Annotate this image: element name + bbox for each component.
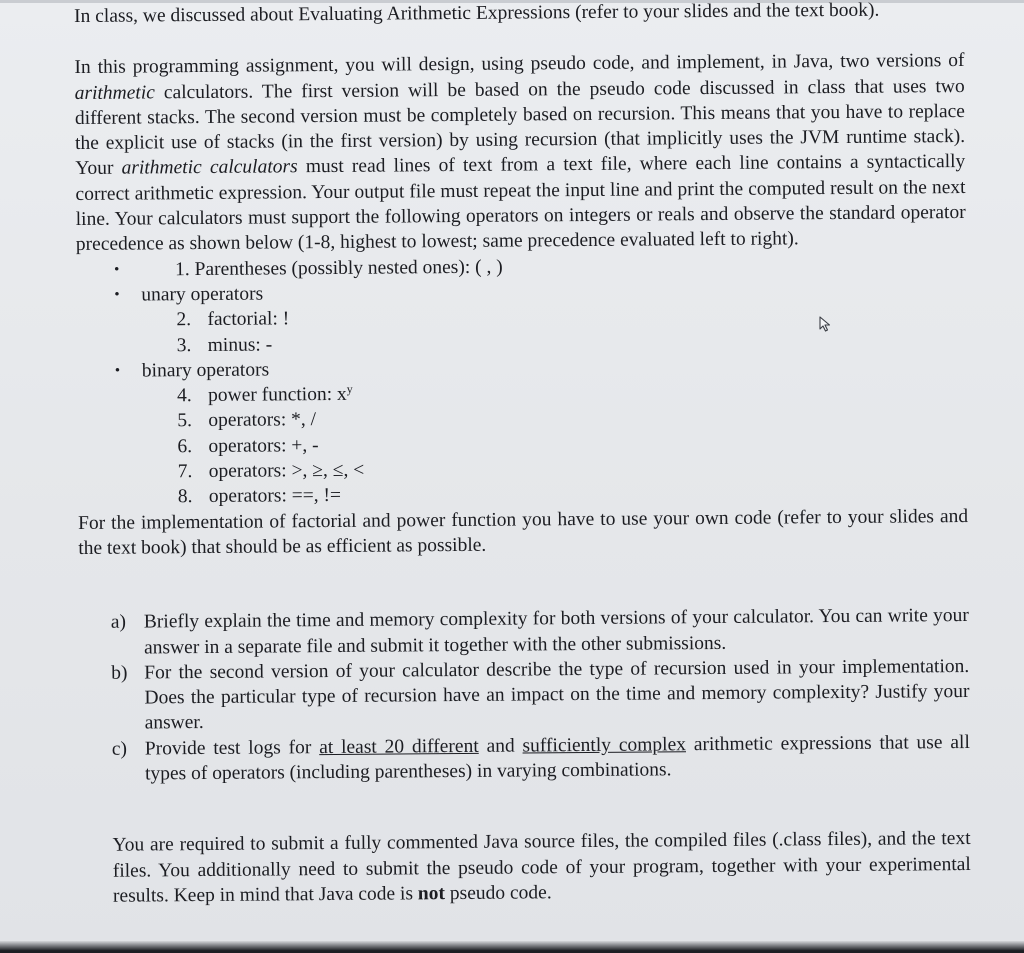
- bullet-icon: •: [114, 261, 120, 278]
- question-c: [112, 730, 970, 787]
- operator-item-number: 2.: [176, 309, 192, 331]
- question-text-part: Provide test logs for: [144, 736, 320, 760]
- operator-item-text: factorial: !: [207, 308, 290, 331]
- mouse-pointer-icon: [818, 316, 832, 332]
- submission-text-2: pseudo code.: [444, 882, 552, 905]
- question-text: For the second version of your calculator describe the type of recursion used in your implementation. Does the particular type of recursion have an impact on the time and memory complexity? Justify your answer.: [144, 655, 970, 734]
- operator-item-text: power function: x: [207, 384, 347, 407]
- intro2-emphasis-2: arithmetic calculators: [121, 156, 298, 180]
- operator-item-1: 1. Parentheses (possibly nested ones): ( , ): [175, 256, 503, 280]
- operator-item-number: 3.: [176, 334, 192, 356]
- operator-item-text: minus: -: [207, 334, 273, 356]
- operator-item-text: operators: *, /: [208, 409, 317, 432]
- intro2-emphasis-1: arithmetic: [74, 81, 155, 104]
- question-letter: b): [111, 662, 128, 684]
- submission-bold-word: not: [417, 883, 446, 905]
- intro2-text-1: In this programming assignment, you will design, using pseudo code, and implement, in Java, two versions of: [74, 50, 965, 79]
- question-letter: a): [110, 611, 127, 633]
- questions-list: [79, 603, 970, 787]
- question-text-part: and: [478, 735, 523, 757]
- question-b: [111, 654, 970, 737]
- operator-item-number: 5.: [177, 410, 192, 432]
- intro2-text-2: calculators. The first version will be based on the pseudo code discussed in class that uses two different stacks. The second version must be completely based on recursion. This means that you have to replace the explicit use of stacks (in the first version) by using recursion (that implicitly uses the JVM runtime stack). Your: [74, 75, 966, 180]
- question-text: Briefly explain the time and memory complexity for both versions of your calculator. You can write your answer in a separate file and submit it together with the other submissions.: [143, 605, 969, 659]
- binary-operators-heading: binary operators: [141, 359, 270, 382]
- intro-paragraph-1: In class, we discussed about Evaluating Arithmetic Expressions (refer to your slides and the text book).: [74, 0, 880, 27]
- page-bottom-edge: [0, 941, 1024, 953]
- bullet-icon: •: [114, 362, 121, 379]
- underlined-requirement: at least 20 different: [319, 735, 479, 758]
- operator-precedence-list: [76, 251, 968, 511]
- implementation-note: For the implementation of factorial and power function you have to use your own code (refer to your slides and the text book) that should be as efficient as possible.: [77, 505, 969, 559]
- intro-paragraph-2: [74, 48, 966, 257]
- operator-item-text: operators: >, ≥, ≤, <: [208, 459, 365, 483]
- submission-text-1: You are required to submit a fully commented Java source files, the compiled files (.class files), and the text files. You additionally need to submit the pseudo code of your program, together with your experimental results. Keep in mind that Java code is: [112, 828, 971, 907]
- unary-operators-heading: unary operators: [141, 283, 264, 306]
- operator-item-text: operators: +, -: [208, 434, 319, 457]
- question-a: [111, 603, 969, 660]
- document-content: [74, 0, 971, 909]
- operator-item-text: operators: ==, !=: [208, 485, 342, 508]
- operator-item-number: 8.: [177, 486, 193, 508]
- underlined-requirement: sufficiently complex: [522, 733, 687, 757]
- power-superscript: y: [346, 381, 353, 397]
- submission-paragraph: [81, 826, 972, 909]
- bullet-icon: •: [114, 286, 120, 303]
- question-letter: c): [111, 738, 128, 760]
- operator-item-number: 7.: [177, 461, 193, 483]
- operator-item-number: 4.: [176, 385, 192, 407]
- intro2-text-3: must read lines of text from a text file, where each line contains a syntactically correct arithmetic expression. Your output file must repeat the input line and print the computed result on the next line. Your calculators must support the following operators on integers or reals and observe the standard operator precedence as shown below (1-8, highest to lowest; same precedence evaluated left to right).: [75, 151, 966, 256]
- operator-item-number: 6.: [177, 435, 193, 457]
- question-text-part: arithmetic expressions that use all types of operators (including parentheses) in varying combinations.: [144, 731, 970, 785]
